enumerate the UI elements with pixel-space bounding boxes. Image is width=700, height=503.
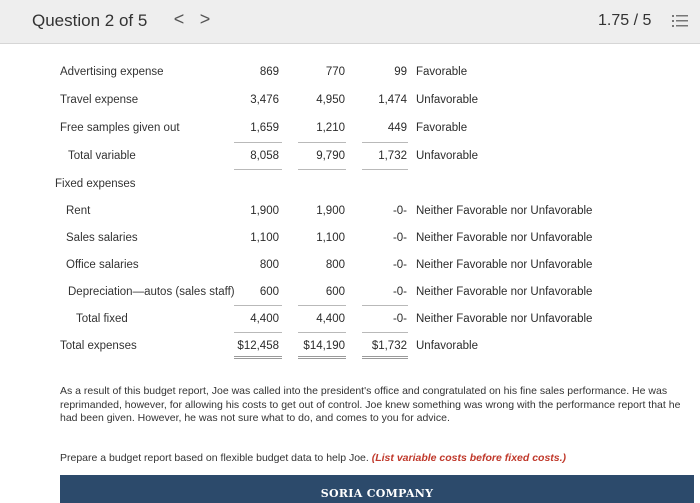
row-label: Depreciation—autos (sales staff) <box>68 286 235 298</box>
subtotal-rule <box>362 142 408 143</box>
question-list-icon[interactable] <box>672 13 688 29</box>
company-name: SORIA COMPANY <box>320 487 434 500</box>
difference-cell: $1,732 <box>371 340 407 352</box>
table-row <box>0 232 700 252</box>
table-row <box>0 122 700 142</box>
budget-cell: 3,476 <box>250 94 279 106</box>
difference-cell: -0- <box>392 259 407 271</box>
subtotal-rule <box>298 332 346 333</box>
subtotal-rule <box>298 305 346 306</box>
section-heading: Fixed expenses <box>55 178 136 190</box>
row-label: Total variable <box>68 150 136 162</box>
question-counter: Question 2 of 5 <box>32 11 148 30</box>
budget-cell: 8,058 <box>250 150 279 162</box>
table-row <box>0 66 700 86</box>
table-row <box>0 313 700 333</box>
score-display: 1.75 / 5 <box>598 12 652 29</box>
table-row <box>0 340 700 360</box>
variance-note: Neither Favorable nor Unfavorable <box>416 286 593 298</box>
actual-cell: 800 <box>325 259 345 271</box>
budget-cell: 1,100 <box>250 232 279 244</box>
budget-cell: 1,900 <box>250 205 279 217</box>
total-double-rule <box>362 356 408 359</box>
difference-cell: 1,474 <box>378 94 407 106</box>
budget-cell: 600 <box>259 286 279 298</box>
row-label: Total expenses <box>60 340 137 352</box>
subtotal-rule <box>298 169 346 170</box>
subtotal-rule <box>362 169 408 170</box>
row-label: Rent <box>66 205 91 217</box>
actual-cell: 9,790 <box>316 150 345 162</box>
total-double-rule <box>298 356 346 359</box>
subtotal-rule <box>362 305 408 306</box>
table-row <box>0 178 700 198</box>
subtotal-rule <box>298 142 346 143</box>
table-row <box>0 259 700 279</box>
actual-cell: 1,100 <box>316 232 345 244</box>
actual-cell: 600 <box>325 286 345 298</box>
previous-question-button[interactable]: < <box>173 9 185 29</box>
row-label: Office salaries <box>66 259 139 271</box>
instruction-main: Prepare a budget report based on flexible budget data to help Joe. <box>60 452 369 464</box>
instruction-text <box>60 452 660 464</box>
budget-cell: $12,458 <box>237 340 279 352</box>
budget-cell: 4,400 <box>250 313 279 325</box>
difference-cell: -0- <box>392 313 407 325</box>
scenario-paragraph: As a result of this budget report, Joe was called into the president's office and congratulated on his fine sales performance. He was reprimanded, however, for allowing his costs to get out of control. Joe knew something was wrong with the performance report that he had been given. However, he was not sure what to do, and comes to you for advice. <box>60 385 681 424</box>
difference-cell: -0- <box>392 232 407 244</box>
actual-cell: 770 <box>325 66 345 78</box>
question-header <box>0 0 700 44</box>
variance-note: Neither Favorable nor Unfavorable <box>416 232 593 244</box>
subtotal-rule <box>234 142 282 143</box>
budget-cell: 1,659 <box>250 122 279 134</box>
next-question-button[interactable]: > <box>199 9 211 29</box>
difference-cell: 99 <box>394 66 407 78</box>
variance-note: Favorable <box>416 122 468 134</box>
subtotal-rule <box>362 332 408 333</box>
difference-cell: -0- <box>392 205 407 217</box>
row-label: Free samples given out <box>60 122 180 134</box>
variance-note: Neither Favorable nor Unfavorable <box>416 313 593 325</box>
table-row <box>0 286 700 306</box>
difference-cell: 449 <box>387 122 407 134</box>
difference-cell: -0- <box>392 286 407 298</box>
variance-note: Unfavorable <box>416 150 479 162</box>
actual-cell: 1,210 <box>316 122 345 134</box>
table-row <box>0 205 700 225</box>
instruction-hint: (List variable costs before fixed costs.) <box>371 452 567 464</box>
actual-cell: 4,950 <box>316 94 345 106</box>
subtotal-rule <box>234 332 282 333</box>
row-label: Sales salaries <box>66 232 138 244</box>
row-label: Travel expense <box>60 94 139 106</box>
actual-cell: $14,190 <box>303 340 345 352</box>
actual-cell: 4,400 <box>316 313 345 325</box>
variance-note: Unfavorable <box>416 340 479 352</box>
budget-cell: 800 <box>259 259 279 271</box>
variance-note: Neither Favorable nor Unfavorable <box>416 205 593 217</box>
difference-cell: 1,732 <box>378 150 407 162</box>
row-label: Total fixed <box>76 313 128 325</box>
budget-cell: 869 <box>259 66 279 78</box>
table-row <box>0 94 700 114</box>
actual-cell: 1,900 <box>316 205 345 217</box>
row-label: Advertising expense <box>60 66 164 78</box>
company-header-bar <box>60 475 694 503</box>
variance-note: Neither Favorable nor Unfavorable <box>416 259 593 271</box>
variance-note: Favorable <box>416 66 468 78</box>
variance-note: Unfavorable <box>416 94 479 106</box>
total-double-rule <box>234 356 282 359</box>
table-row <box>0 150 700 170</box>
subtotal-rule <box>234 305 282 306</box>
subtotal-rule <box>234 169 282 170</box>
